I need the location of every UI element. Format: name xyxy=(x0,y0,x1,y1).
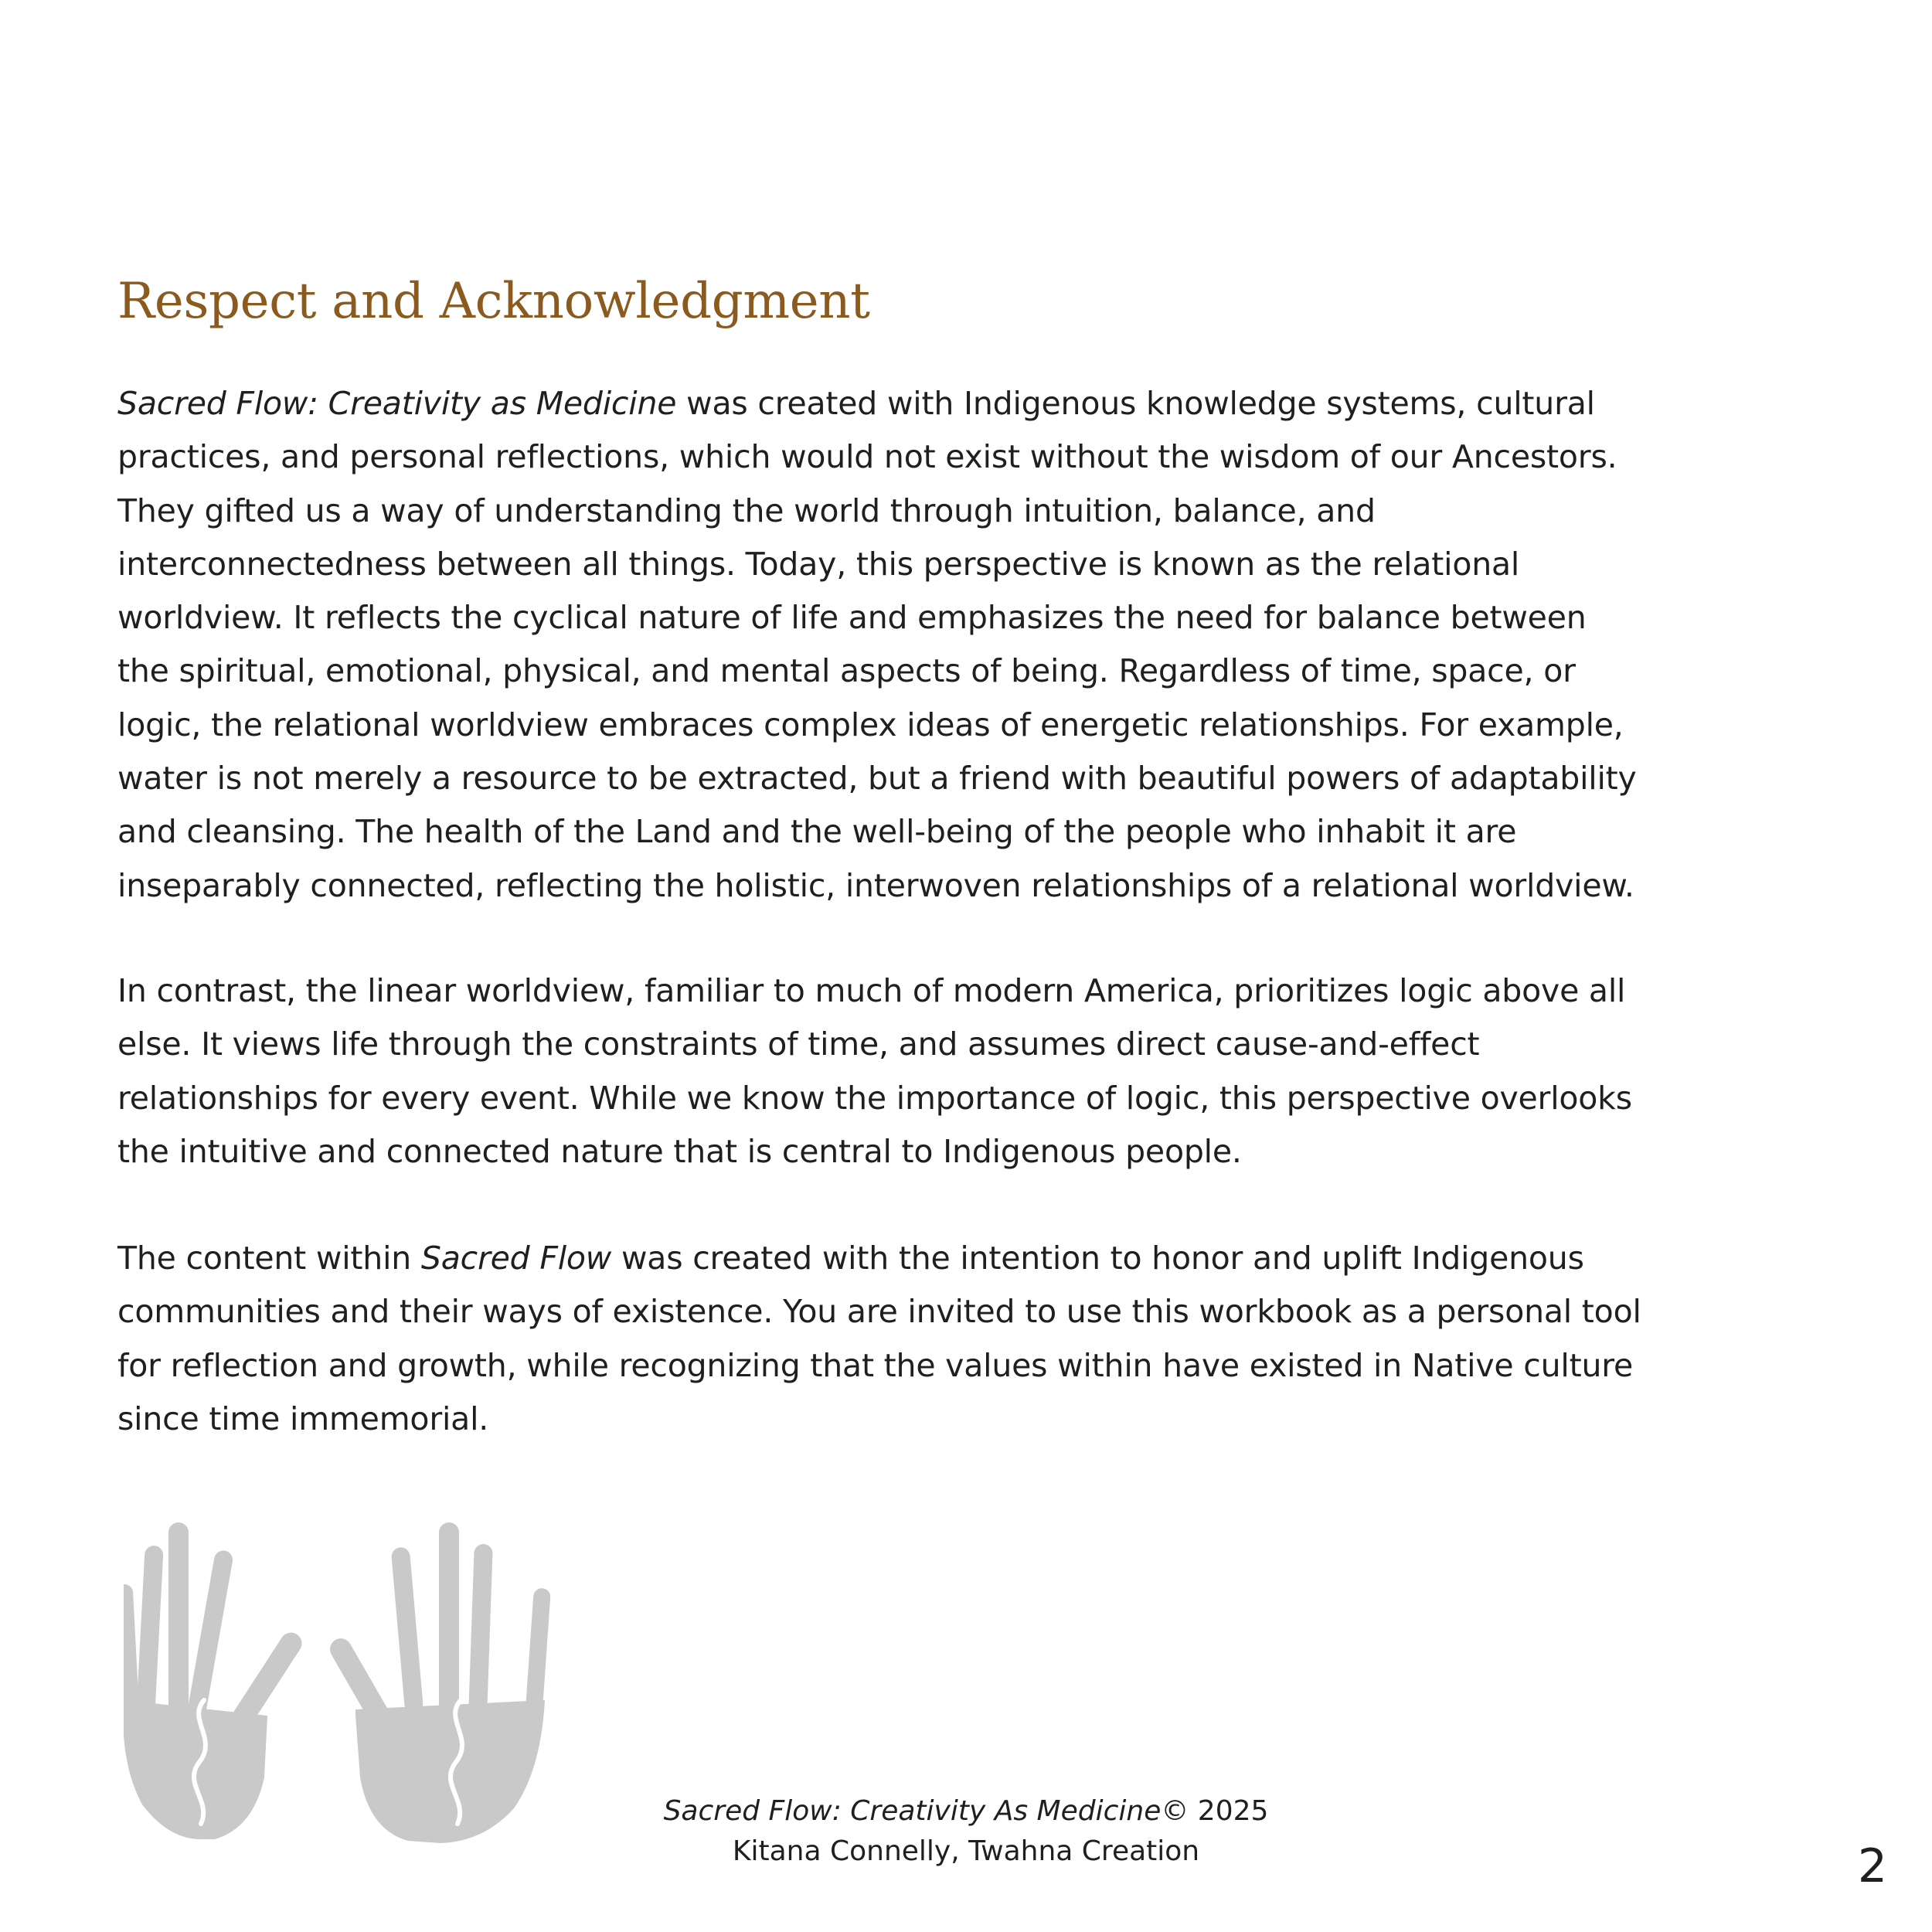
page-number: 2 xyxy=(1857,1839,1887,1893)
text-line: practices, and personal reflections, which would not exist without the wisdom of our Ancestors. xyxy=(117,438,1617,476)
paragraph-linear-worldview xyxy=(117,964,1841,1179)
paragraph-relational-worldview xyxy=(117,377,1841,913)
text-line: and cleansing. The health of the Land and the well-being of the people who inhabit it are xyxy=(117,813,1517,851)
text-line: relationships for every event. While we know the importance of logic, this perspective overlooks xyxy=(117,1079,1632,1117)
text-line: since time immemorial. xyxy=(117,1400,489,1437)
text-line: logic, the relational worldview embraces complex ideas of energetic relationships. For example, xyxy=(117,706,1624,743)
text-line: else. It views life through the constraints of time, and assumes direct cause-and-effect xyxy=(117,1026,1480,1063)
text-line: worldview. It reflects the cyclical nature of life and emphasizes the need for balance between xyxy=(117,599,1587,637)
text-line: the spiritual, emotional, physical, and mental aspects of being. Regardless of time, space, or xyxy=(117,652,1576,690)
footer-title xyxy=(495,1791,1437,1832)
text-line: They gifted us a way of understanding the world through intuition, balance, and xyxy=(117,492,1376,529)
text-line: for reflection and growth, while recognizing that the values within have existed in Native culture xyxy=(117,1346,1634,1384)
left-hand-icon xyxy=(124,1522,306,1839)
text-line: communities and their ways of existence. You are invited to use this workbook as a personal tool xyxy=(117,1293,1641,1331)
text-line: the intuitive and connected nature that is central to Indigenous people. xyxy=(117,1132,1242,1170)
page-title: Respect and Acknowledgment xyxy=(117,273,870,330)
hands-illustration xyxy=(124,1507,556,1855)
book-title: Sacred Flow: Creativity as Medicine xyxy=(117,385,677,422)
paragraph-intention xyxy=(117,1232,1841,1446)
text-line: water is not merely a resource to be extracted, but a friend with beautiful powers of adaptability xyxy=(117,760,1637,798)
book-title: Sacred Flow xyxy=(420,1240,612,1277)
text-line: The content within Sacred Flow was created with the intention to honor and uplift Indigenous xyxy=(117,1240,1584,1277)
footer-copyright: © 2025 xyxy=(1161,1795,1269,1827)
text-line: interconnectedness between all things. Today, this perspective is known as the relational xyxy=(117,545,1520,583)
text-line: In contrast, the linear worldview, familiar to much of modern America, prioritizes logic above all xyxy=(117,972,1626,1009)
text-line: Sacred Flow: Creativity as Medicine was created with Indigenous knowledge systems, cultural xyxy=(117,385,1595,422)
text-line: inseparably connected, reflecting the holistic, interwoven relationships of a relational worldview. xyxy=(117,866,1634,904)
footer-book-title: Sacred Flow: Creativity As Medicine xyxy=(663,1795,1162,1827)
footer-credit: Kitana Connelly, Twahna Creation xyxy=(732,1835,1200,1867)
